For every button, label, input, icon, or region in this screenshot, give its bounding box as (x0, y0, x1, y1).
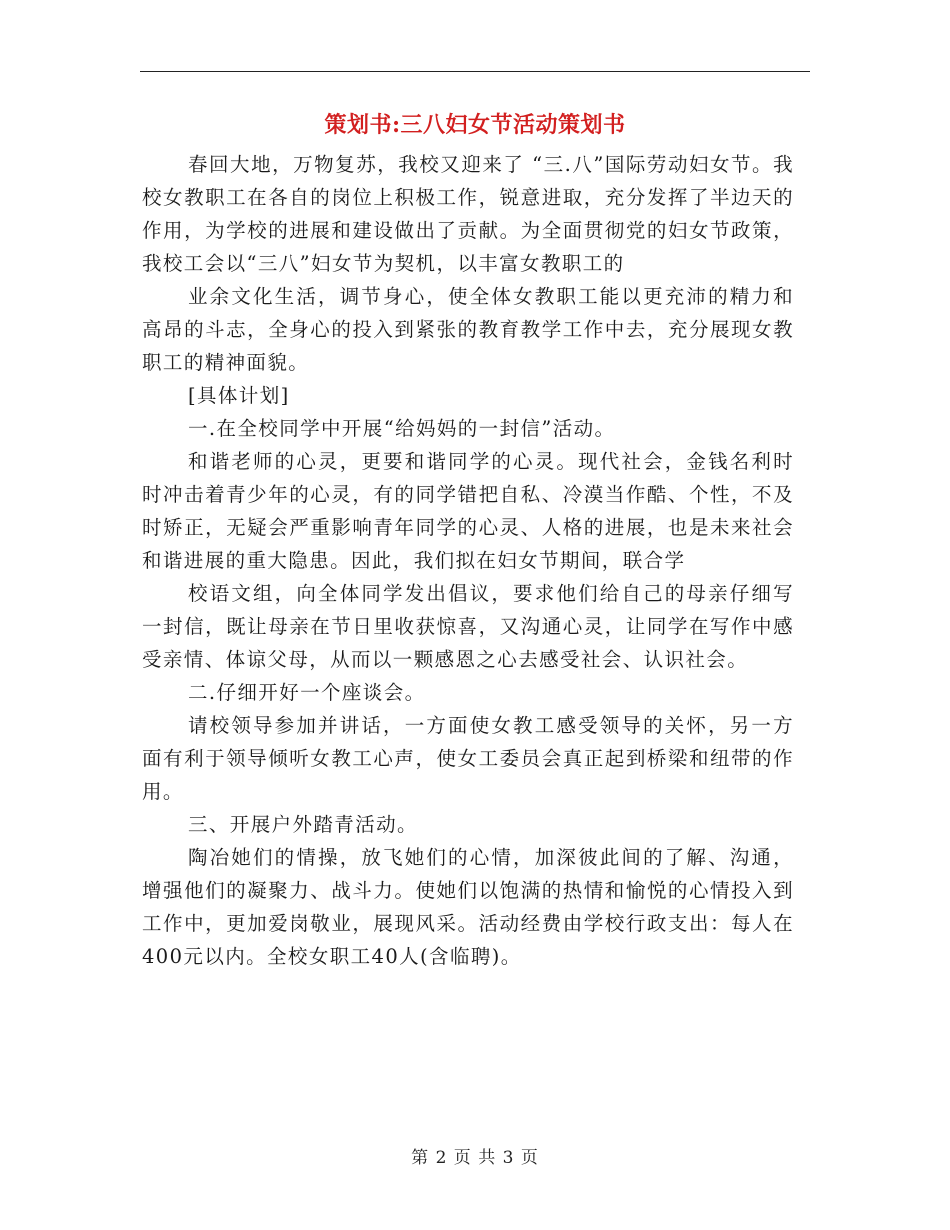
paragraph-intro: 春回大地，万物复苏，我校又迎来了 “三.八”国际劳动妇女节。我校女教职工在各自的岗位上积极工作，锐意进取，充分发挥了半边天的作用，为学校的进展和建设做出了贡献。为全面贯彻党的妇女节政策，我校工会以“三八”妇女节为契机，以丰富女教职工的 (142, 153, 794, 275)
section-heading-outing: 三、开展户外踏青活动。 (188, 813, 418, 836)
page-number-label: 第 2 页 共 3 页 (411, 1148, 539, 1168)
paragraph-intro-continued: 业余文化生活，调节身心，使全体女教职工能以更充沛的精力和高昂的斗志，全身心的投入到紧张的教育教学工作中去，充分展现女教职工的精神面貌。 (142, 285, 794, 374)
section-heading-plan: [具体计划] (188, 384, 290, 407)
document-title: 策划书:三八妇女节活动策划书 (324, 112, 626, 138)
paragraph-outing: 陶冶她们的情操，放飞她们的心情，加深彼此间的了解、沟通，增强他们的凝聚力、战斗力。使她们以饱满的热情和愉悦的心情投入到工作中，更加爱岗敬业，展现风采。活动经费由学校行政支出：每人在400元以内。全校女职工40人(含临聘)。 (142, 846, 794, 968)
header-rule (140, 71, 810, 72)
paragraph-letter: 和谐老师的心灵，更要和谐同学的心灵。现代社会，金钱名利时时冲击着青少年的心灵，有的同学错把自私、冷漠当作酷、个性，不及时矫正，无疑会严重影响青年同学的心灵、人格的进展，也是未来社会和谐进展的重大隐患。因此，我们拟在妇女节期间，联合学 (142, 450, 794, 572)
section-heading-letter: 一.在全校同学中开展“给妈妈的一封信”活动。 (188, 417, 616, 440)
paragraph-symposium: 请校领导参加并讲话，一方面使女教工感受领导的关怀，另一方面有利于领导倾听女教工心声，使女工委员会真正起到桥梁和纽带的作用。 (142, 714, 794, 803)
document-body (142, 148, 794, 973)
page-number (0, 1146, 950, 1170)
section-heading-symposium: 二.仔细开好一个座谈会。 (188, 681, 426, 704)
paragraph-letter-continued: 校语文组，向全体同学发出倡议，要求他们给自己的母亲仔细写一封信，既让母亲在节日里收获惊喜，又沟通心灵，让同学在写作中感受亲情、体谅父母，从而以一颗感恩之心去感受社会、认识社会。 (142, 582, 794, 671)
